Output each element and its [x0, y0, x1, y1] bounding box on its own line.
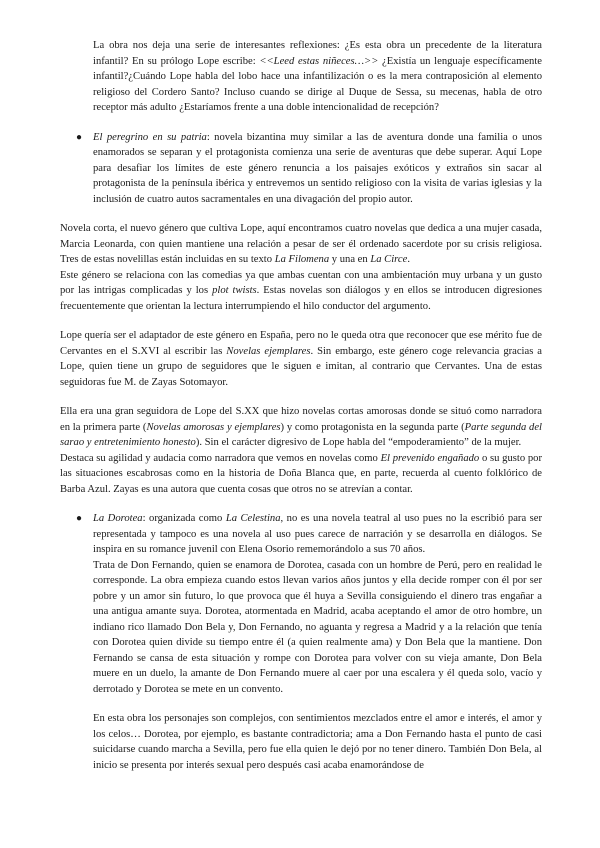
bullet-text — [93, 130, 542, 208]
text-span: . Estas novelas son diálogos y en ellos se introducen digresiones frecuentemente que orientan la lectura interrumpiendo el hilo conductor del argumento. — [60, 285, 542, 312]
work-title: La Filomena — [274, 254, 330, 265]
paragraph-zayas — [60, 404, 542, 451]
paragraph-destaca — [60, 451, 542, 498]
text-span: . Sin embargo, este género coge relevancia gracias a Lope, quien tiene un grupo de seguidores que le siguen e imitan, al contrario que Cervantes. Una de estas seguidoras fue M. de Zayas Sotomayor. — [60, 345, 542, 388]
text-span: Lope quería ser el adaptador de este género en España, pero no le queda otra que reconocer que ese mérito fue de Cervantes en el S.XVI al escribir las — [60, 330, 542, 357]
bullet-text — [93, 511, 542, 558]
text-span: La obra nos deja una serie de interesantes reflexiones: ¿Es esta obra un precedente de la literatura infantil? En su prólogo Lope escribe: — [93, 40, 542, 67]
work-title: La Circe — [370, 254, 408, 265]
text-span: y una en — [329, 254, 371, 265]
work-title: Novelas amorosas y ejemplares — [146, 421, 281, 433]
bullet-item-peregrino — [60, 130, 542, 208]
text-span: ) y como protagonista en la segunda parte ( — [280, 421, 465, 433]
paragraph-genero — [60, 268, 542, 315]
paragraph-novela-corta — [60, 221, 542, 268]
paragraph-reflexiones — [60, 38, 542, 116]
paragraph-cervantes — [60, 328, 542, 390]
work-title: La Dorotea — [93, 513, 143, 524]
text-span: : organizada como — [142, 513, 226, 524]
work-title: La Celestina — [225, 513, 281, 524]
text-span: . — [407, 254, 410, 265]
text-span: Destaca su agilidad y audacia como narradora que vemos en novelas como — [60, 452, 381, 464]
bullet-item-dorotea — [60, 511, 542, 773]
text-span: ¿Existía un lenguaje específicamente infantil?¿Cuándo Lope habla del lobo hace una infantilización o es la mera contraposición al elemento religioso del Cordero Santo? Incluso cuando se dirige al Duque de Sessa, su mecenas, habla de otro receptor más adulto ¿Estaríamos frente a una doble intencionalidad de recepción? — [93, 55, 542, 113]
text-span: ). Sin el carácter digresivo de Lope habla del “empoderamiento” de la mujer. — [195, 437, 522, 448]
italic-quote: <<Leed estas niñeces…>> — [259, 55, 379, 67]
text-span: , no es una novela teatral al uso pues no la escribió para ser representada y tampoco es una novela al uso pues carece de narración y se desarrolla en diálogos. Se inspira en su romance juvenil con Elena Osorio rememorándolo a sus 70 años. — [93, 513, 543, 555]
text-span: Este género se relaciona con las comedias ya que ambas cuentan con una ambientación muy urbana y un gusto por las intrigas complicadas y los — [60, 269, 542, 296]
dorotea-plot-paragraph: Trata de Don Fernando, quien se enamora de Dorotea, casada con un hombre de Perú, pero en realidad le corresponde. La obra empieza cuando estos llevan varios años juntos y ella decide romper con él por ser pobre y un amor sin futuro, lo que provoca que él huya a Sevilla consiguiendo el dinero tras engañar a una antigua amante suya. Dorotea, atormentada en Madrid, acaba aceptando el amor de otro hombre, un indiano rico llamado Don Bela y, Don Fernando, no aguanta y regresa a Madrid y a la relación que tenía con Dorotea quien divide su tiempo entre él (a quien realmente ama) y Don Bela que la mantiene. Don Fernando se cansa de esta situación y rompe con Dorotea para volver con su vieja amante, Don Bela muere en un duelo, la amante de Don Fernando muere al caer por una escalera y él queda solo, vacío y derrotado y Dorotea se mete en un convento. — [93, 559, 542, 695]
work-title: Parte segunda del sarao y entretenimiento honesto — [60, 421, 542, 448]
text-span: o su gusto por las situaciones escabrosas como en la historia de Doña Blanca que, en parte, recuerda al cuento folklórico de Barba Azul. Zayas es una autora que cuenta cosas que otros no se atrevían a contar. — [60, 452, 542, 495]
work-title: Novelas ejemplares — [226, 345, 311, 357]
bullet-icon: ● — [76, 513, 83, 524]
work-title: El peregrino en su patria — [93, 131, 207, 143]
bullet-icon: ● — [76, 131, 83, 143]
text-span: Ella era una gran seguidora de Lope del S.XX que hizo novelas cortas amorosas donde se situó como narradora en la primera parte ( — [60, 406, 542, 433]
work-title: El prevenido engañado — [380, 452, 480, 464]
text-span: : novela bizantina muy similar a las de aventura donde una familia o unos enamorados se separan y el protagonista comienza una serie de aventuras que debe superar. Aquí Lope para desafiar los límites de este género renuncia a los paisajes exóticos y extraños sin sacar al protagonista de la península ibérica y entrevemos un sentido religioso con la visita de varias iglesias y la inclusión de cuatro autos sacramentales en una divagación del propio autor. — [93, 131, 542, 205]
italic-term: plot twists — [212, 285, 257, 296]
dorotea-characters-paragraph: En esta obra los personajes son complejos, con sentimientos mezclados entre el amor e interés, el amor y los celos… Dorotea, por ejemplo, es bastante contradictoria; ama a Don Fernando hasta el punto de casi suicidarse cuando marcha a Sevilla, pero fue ella quien le dejó por no tener dinero. También Don Bela, al inicio se presenta por interés sexual pero después casi acaba enamorándose de — [93, 713, 542, 771]
text-span: Novela corta, el nuevo género que cultiva Lope, aquí encontramos cuatro novelas que dedica a una mujer casada, Marcia Leonarda, con quien mantiene una relación a pesar de ser él ordenado sacerdote por su crisis religiosa. Tres de estas novelillas están incluidas en su texto — [60, 223, 542, 265]
